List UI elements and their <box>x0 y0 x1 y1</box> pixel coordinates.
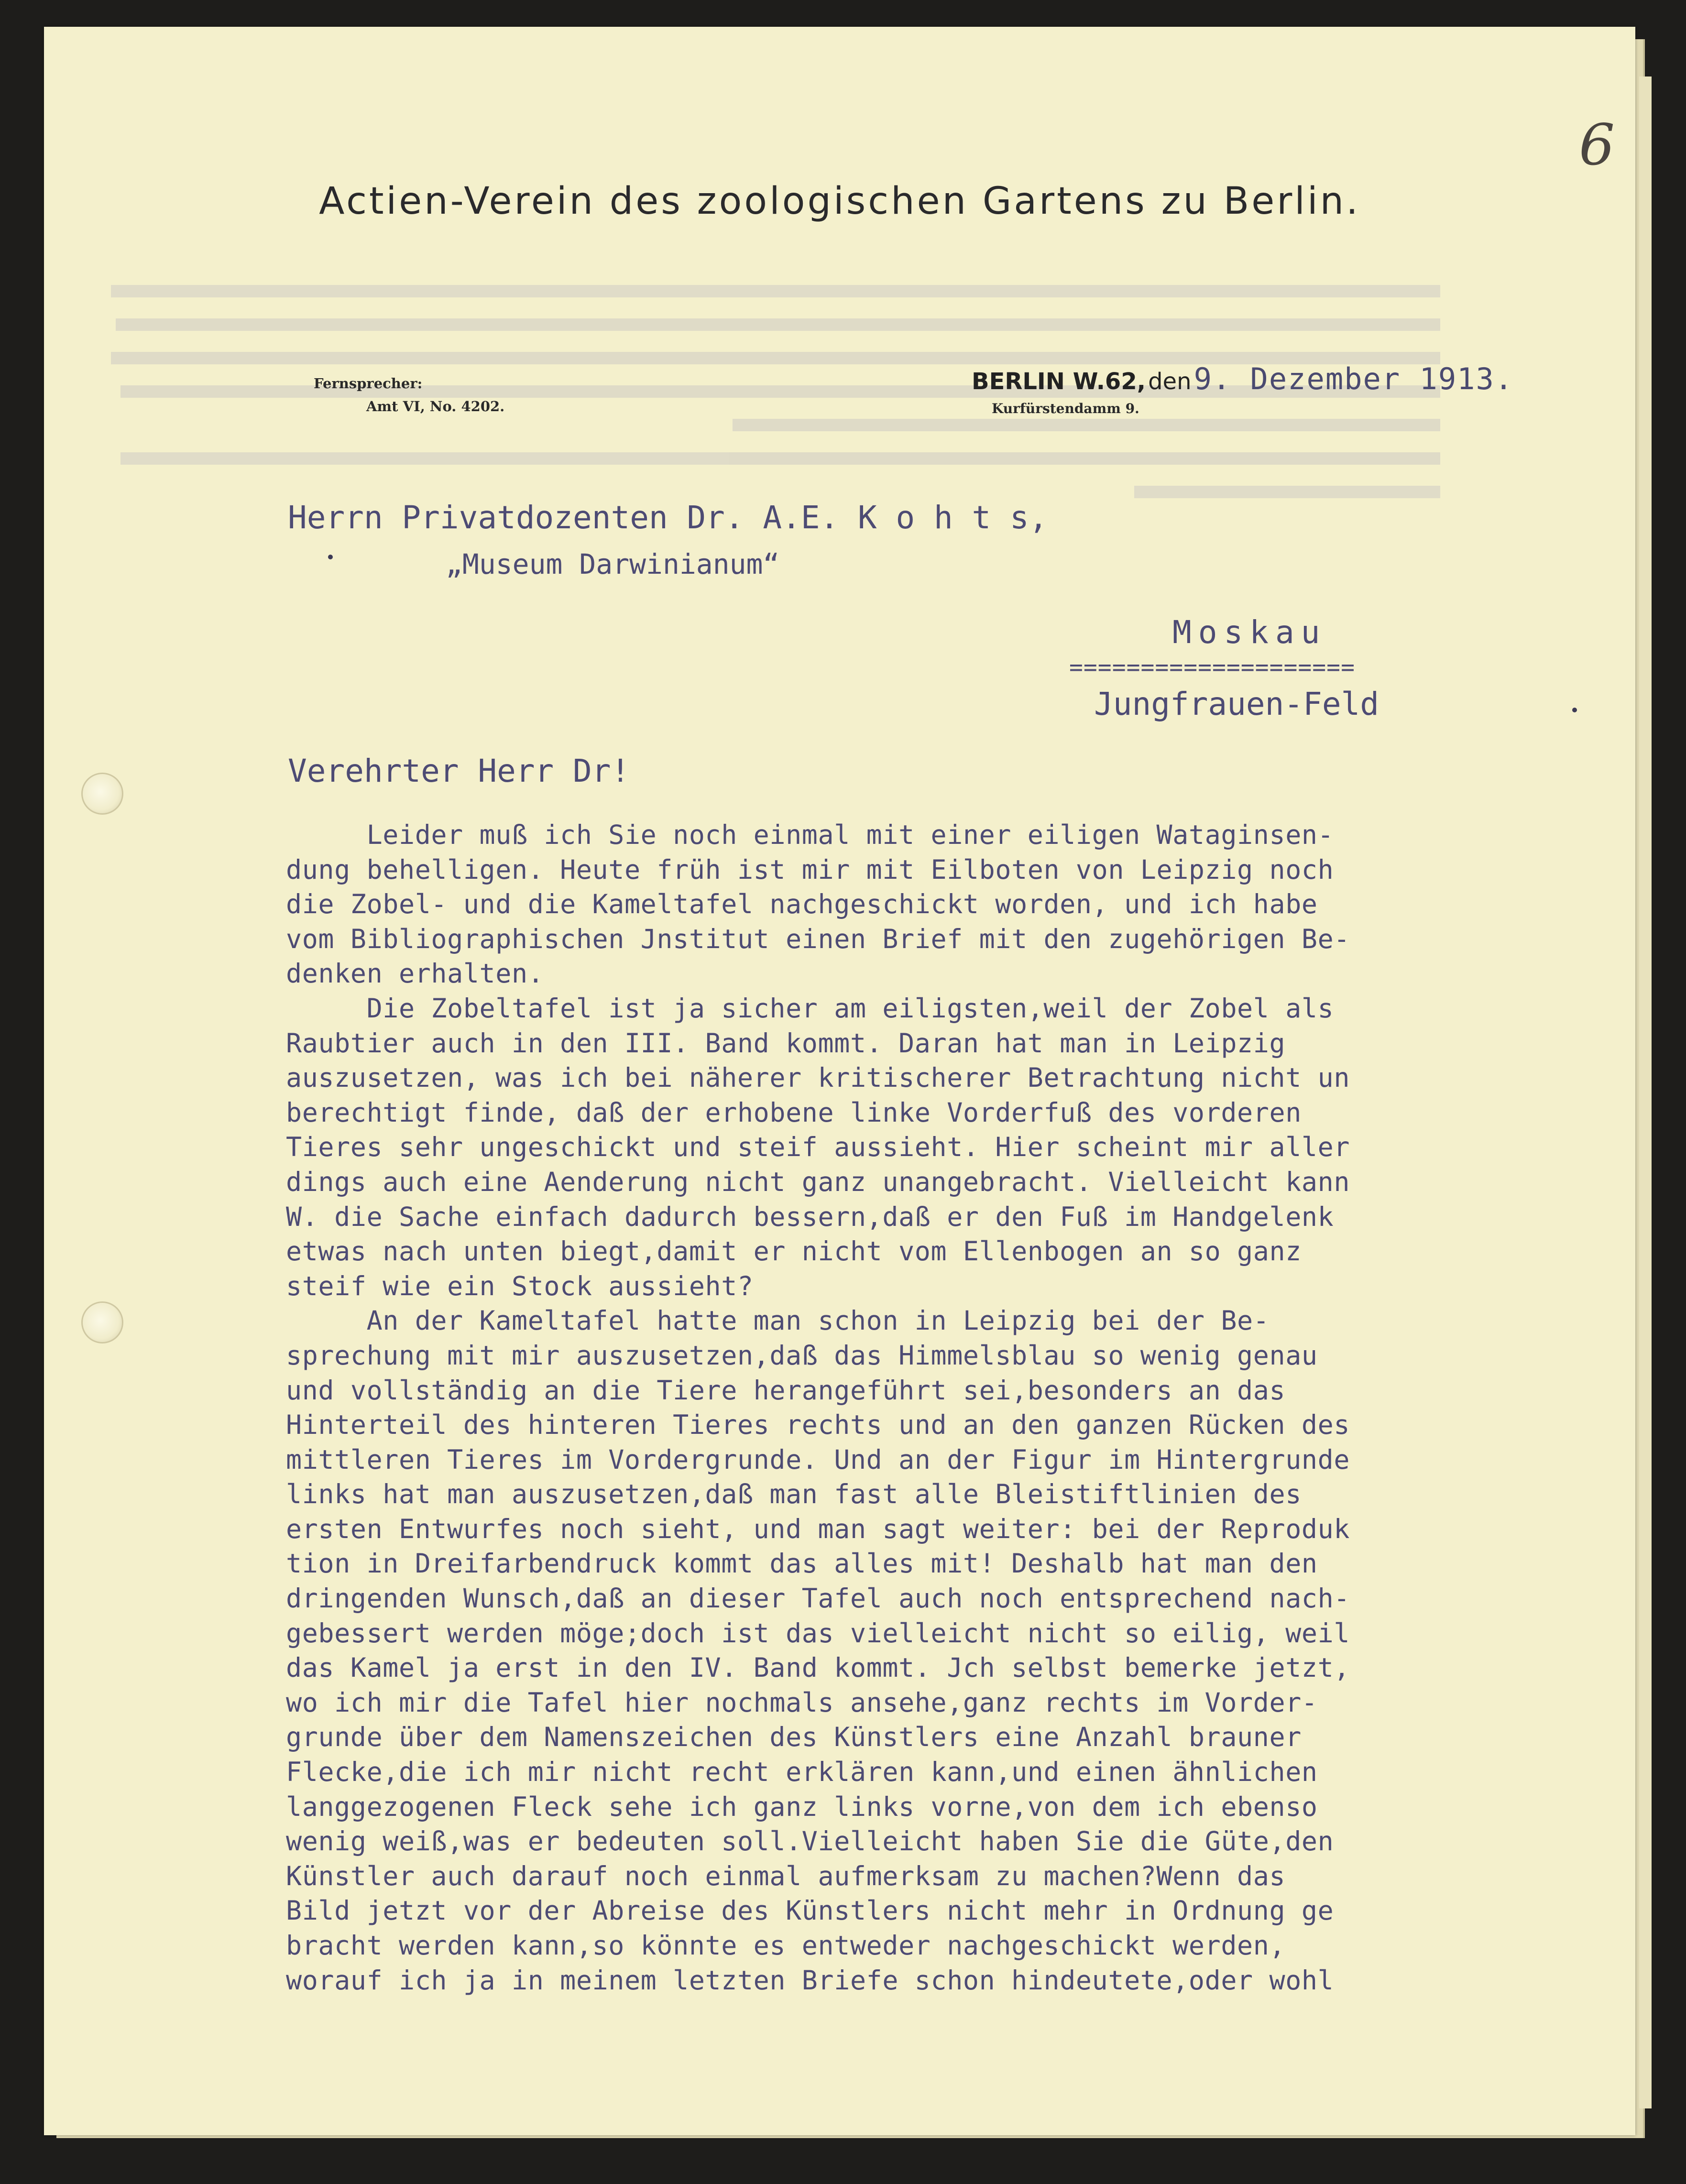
body-line: das Kamel ja erst in den IV. Band kommt. Jch selbst bemerke jetzt, <box>286 1652 1350 1683</box>
body-line: auszusetzen, was ich bei näherer kritischerer Betrachtung nicht un <box>286 1062 1350 1093</box>
body-line: Tieres sehr ungeschickt und steif aussieht. Hier scheint mir aller <box>286 1132 1350 1163</box>
body-line: Leider muß ich Sie noch einmal mit einer eiligen Wataginsen- <box>286 819 1334 850</box>
body-line: wenig weiß,was er bedeuten soll.Vielleicht haben Sie die Güte,den <box>286 1826 1334 1857</box>
place-date-line <box>972 361 1513 396</box>
page-number-mark: 6 <box>1579 112 1615 178</box>
body-line: tion in Dreifarbendruck kommt das alles mit! Deshalb hat man den <box>286 1548 1318 1579</box>
body-line: Hinterteil des hinteren Tieres rechts und an den ganzen Rücken des <box>286 1409 1350 1441</box>
letterhead-den: den <box>1148 368 1192 395</box>
recipient-city: Moskau <box>1172 614 1327 651</box>
body-line: Die Zobeltafel ist ja sicher am eiligsten,weil der Zobel als <box>286 993 1334 1024</box>
body-line: gebessert werden möge;doch ist das vielleicht nicht so eilig, weil <box>286 1617 1350 1649</box>
body-line: berechtigt finde, daß der erhobene linke Vorderfuß des vorderen <box>286 1097 1302 1128</box>
letterhead-street: Kurfürstendamm 9. <box>992 401 1139 416</box>
body-line: dings auch eine Aenderung nicht ganz unangebracht. Vielleicht kann <box>286 1166 1350 1197</box>
ink-dot <box>328 555 333 559</box>
punch-hole-bottom <box>81 1301 123 1343</box>
letterhead-title: Actien-Verein des zoologischen Gartens zu Berlin. <box>319 180 1360 223</box>
body-line: worauf ich ja in meinem letzten Briefe schon hindeutete,oder wohl <box>286 1965 1334 1996</box>
recipient-city-underline: ==================== <box>1069 654 1355 681</box>
letterhead-city: BERLIN W.62, <box>972 368 1146 395</box>
body-line: und vollständig an die Tiere herangeführt sei,besonders an das <box>286 1375 1286 1406</box>
body-line: mittleren Tieres im Vordergrunde. Und an der Figur im Hintergrunde <box>286 1444 1350 1475</box>
body-line: links hat man auszusetzen,daß man fast alle Bleistiftlinien des <box>286 1479 1302 1510</box>
body-line: Bild jetzt vor der Abreise des Künstlers nicht mehr in Ordnung ge <box>286 1895 1334 1926</box>
body-line: Raubtier auch in den III. Band kommt. Daran hat man in Leipzig <box>286 1027 1286 1059</box>
body-line: etwas nach unten biegt,damit er nicht vom Ellenbogen an so ganz <box>286 1236 1302 1267</box>
body-line: steif wie ein Stock aussieht? <box>286 1270 754 1301</box>
body-line: An der Kameltafel hatte man schon in Leipzig bei der Be- <box>286 1305 1270 1336</box>
body-line: dung behelligen. Heute früh ist mir mit Eilboten von Leipzig noch <box>286 854 1334 885</box>
body-line: grunde über dem Namenszeichen des Künstlers eine Anzahl brauner <box>286 1722 1302 1753</box>
body-line: ersten Entwurfes noch sieht, und man sagt weiter: bei der Reproduk <box>286 1513 1350 1544</box>
body-line: dringenden Wunsch,daß an dieser Tafel auch noch entsprechend nach- <box>286 1583 1350 1614</box>
body-line: vom Bibliographischen Jnstitut einen Brief mit den zugehörigen Be- <box>286 923 1350 954</box>
letter-page <box>44 27 1635 2135</box>
letter-body <box>286 818 1653 1998</box>
body-line: wo ich mir die Tafel hier nochmals ansehe,ganz rechts im Vorder- <box>286 1687 1318 1718</box>
recipient-district: Jungfrauen-Feld <box>1094 686 1379 722</box>
ink-dot <box>1572 708 1577 712</box>
punch-hole-top <box>81 773 123 815</box>
body-line: W. die Sache einfach dadurch bessern,daß er den Fuß im Handgelenk <box>286 1201 1334 1232</box>
recipient-line-1: Herrn Privatdozenten Dr. A.E. K o h t s, <box>288 499 1048 536</box>
body-line: sprechung mit mir auszusetzen,daß das Himmelsblau so wenig genau <box>286 1340 1318 1371</box>
recipient-line-2: „Museum Darwinianum“ <box>446 548 780 580</box>
body-line: langgezogenen Fleck sehe ich ganz links vorne,von dem ich ebenso <box>286 1791 1318 1822</box>
body-line: denken erhalten. <box>286 958 544 989</box>
body-line: Künstler auch darauf noch einmal aufmerksam zu machen?Wenn das <box>286 1860 1286 1891</box>
letter-date: 9. Dezember 1913. <box>1193 361 1514 396</box>
phone-block <box>314 372 553 418</box>
phone-number: Amt VI, No. 4202. <box>366 398 505 415</box>
phone-label: Fernsprecher: <box>314 375 423 392</box>
body-line: die Zobel- und die Kameltafel nachgeschickt worden, und ich habe <box>286 889 1318 920</box>
body-line: Flecke,die ich mir nicht recht erklären kann,und einen ähnlichen <box>286 1757 1318 1788</box>
salutation: Verehrter Herr Dr! <box>288 753 630 789</box>
body-line: bracht werden kann,so könnte es entweder nachgeschickt werden, <box>286 1930 1286 1961</box>
